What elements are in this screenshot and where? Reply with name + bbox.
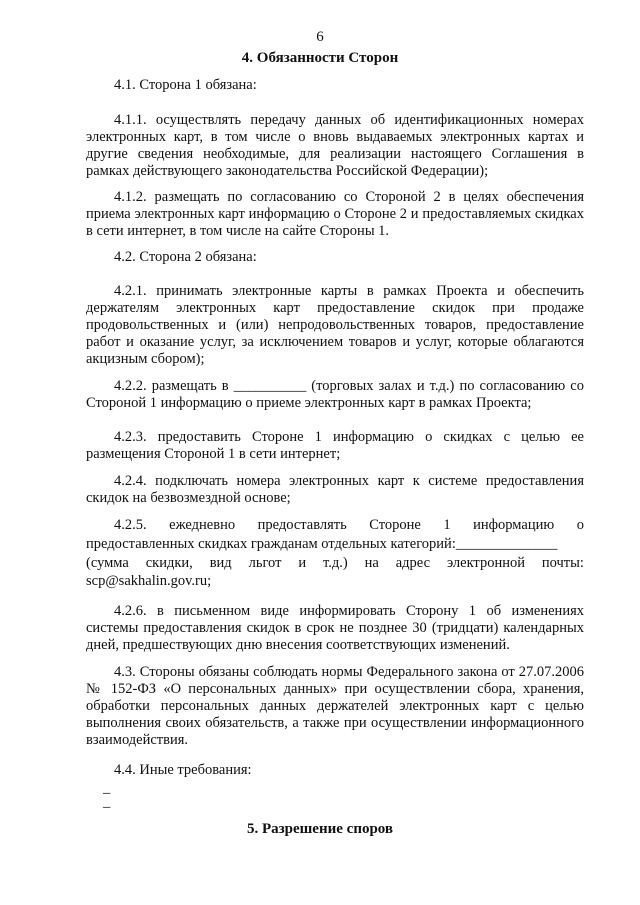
clause-4-2-6: 4.2.6. в письменном виде информировать Сторону 1 об изменениях системы предоставления скидок в срок не позднее 30 (тридцати) календарных дней, предшествующих дню внесения соответствующих изменений. xyxy=(86,603,584,653)
section-5-heading: 5. Разрешение споров xyxy=(246,821,394,837)
clause-4-2-4: 4.2.4. подключать номера электронных карт к системе предоставления скидок на безвозмездной основе; xyxy=(86,473,584,506)
clause-4-2-3: 4.2.3. предоставить Стороне 1 информацию о скидках с целью ее размещения Стороной 1 в сети интернет; xyxy=(86,429,584,462)
clause-4-3: 4.3. Стороны обязаны соблюдать нормы Федерального закона от 27.07.2006 № 152-ФЗ «О персональных данных» при осуществлении сбора, хранения, обработки персональных данных держателей электронных карт с целью выполнения своих обязательств, а также при осуществлении информационного взаимодействия. xyxy=(86,664,584,748)
clause-4-1-1: 4.1.1. осуществлять передачу данных об идентификационных номерах электронных карт, в том числе о вновь выдаваемых электронных картах и другие сведения необходимые, для реализации настоящего Соглашения в рамках действующего законодательства Российской Федерации); xyxy=(86,112,584,179)
blank-item-2: – xyxy=(103,799,111,815)
section-4-heading: 4. Обязанности Сторон xyxy=(241,50,399,66)
clause-4-2-1: 4.2.1. принимать электронные карты в рамках Проекта и обеспечить держателям электронных карт предоставление скидок при продаже продовольственных и (или) непродовольственных товаров, предоставление работ и оказание услуг, за исключением товаров и услуг, которые облагаются акцизным сбором); xyxy=(86,283,584,367)
clause-4-1: 4.1. Сторона 1 обязана: xyxy=(114,77,257,93)
clause-4-4: 4.4. Иные требования: xyxy=(114,762,252,778)
clause-4-2-5-line-2: предоставленных скидках гражданам отдельных категорий:______________ xyxy=(86,536,558,552)
clause-4-2-2: 4.2.2. размещать в __________ (торговых залах и т.д.) по согласованию со Стороной 1 информацию о приеме электронных карт в рамках Проекта; xyxy=(86,378,584,411)
clause-4-2: 4.2. Сторона 2 обязана: xyxy=(114,249,257,265)
clause-4-1-2: 4.1.2. размещать по согласованию со Стороной 2 в целях обеспечения приема электронных карт информацию о Стороне 2 и предоставляемых скидках в сети интернет, в том числе на сайте Стороны 1. xyxy=(86,189,584,239)
page-number: 6 xyxy=(316,29,324,45)
email-address: scp@sakhalin.gov.ru; xyxy=(86,573,212,589)
clause-4-2-5-line-1: 4.2.5. ежедневно предоставлять Стороне 1 информацию о xyxy=(114,517,584,533)
blank-item-1: – xyxy=(103,785,111,801)
clause-4-2-5-line-3: (сумма скидки, вид льгот и т.д.) на адрес электронной почты: xyxy=(86,555,584,571)
